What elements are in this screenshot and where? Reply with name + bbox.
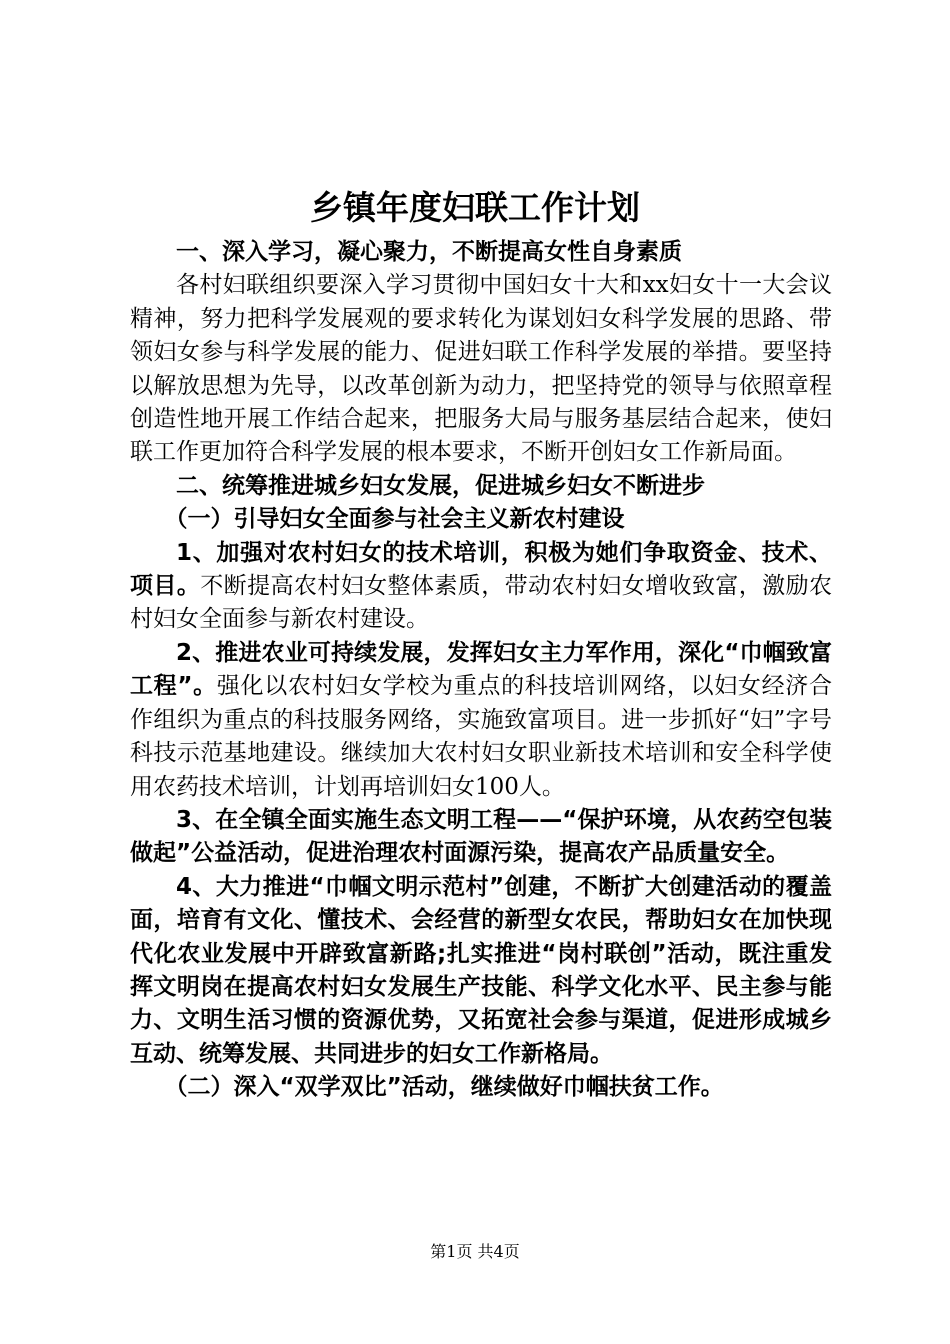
item-1-rest: 不断提高农村妇女整体素质，带动农村妇女增收致富，激励农村妇女全面参与新农村建设。 bbox=[130, 573, 833, 633]
item-3-paragraph: 3、在全镇全面实施生态文明工程——“保护环境，从农药空包装做起”公益活动，促进治理农村面源污染，提高农产品质量安全。 bbox=[130, 806, 832, 867]
document-body bbox=[130, 236, 832, 1105]
item-2-lead: 2、推进农业可持续发展，发挥妇女主力军作用，深化“巾帼致富工程”。 bbox=[130, 639, 832, 700]
section-1-paragraph: 各村妇联组织要深入学习贯彻中国妇女十大和xx妇女十一大会议精神，努力把科学发展观的要求转化为谋划妇女科学发展的思路、带领妇女参与科学发展的能力、促进妇联工作科学发展的举措。要坚持以解放思想为先导，以改革创新为动力，把坚持党的领导与依照章程创造性地开展工作结合起来，把服务大局与服务基层结合起来，使妇联工作更加符合科学发展的根本要求，不断开创妇女工作新局面。 bbox=[130, 272, 832, 466]
subsection-1-heading: （一）引导妇女全面参与社会主义新农村建设 bbox=[164, 506, 625, 533]
section-1-heading: 一、深入学习，凝心聚力，不断提高女性自身素质 bbox=[176, 239, 682, 265]
item-2-rest: 强化以农村妇女学校为重点的科技培训网络，以妇女经济合作组织为重点的科技服务网络，实施致富项目。进一步抓好“妇”字号科技示范基地建设。继续加大农村妇女职业新技术培训和安全科学使用农药技术培训，计划再培训妇女100人。 bbox=[130, 673, 832, 800]
item-1-paragraph bbox=[130, 537, 832, 637]
section-2-heading: 二、统筹推进城乡妇女发展，促进城乡妇女不断进步 bbox=[176, 472, 705, 499]
item-2-paragraph bbox=[130, 637, 832, 804]
item-4-paragraph: 4、大力推进“巾帼文明示范村”创建，不断扩大创建活动的覆盖面，培育有文化、懂技术、会经营的新型女农民，帮助妇女在加快现代化农业发展中开辟致富新路;扎实推进“岗村联创”活动，既注重发挥文明岗在提高农村妇女发展生产技能、科学文化水平、民主参与能力、文明生活习惯的资源优势，又拓宽社会参与渠道，促进形成城乡互动、统筹发展、共同进步的妇女工作新格局。 bbox=[130, 873, 832, 1067]
item-1-lead: 1、加强对农村妇女的技术培训，积极为她们争取资金、技术、项目。 bbox=[130, 539, 832, 600]
subsection-2-heading: （二）深入“双学双比”活动，继续做好巾帼扶贫工作。 bbox=[164, 1074, 724, 1101]
page-footer: 第1页 共4页 bbox=[430, 1242, 520, 1261]
document-title: 乡镇年度妇联工作计划 bbox=[310, 188, 640, 227]
